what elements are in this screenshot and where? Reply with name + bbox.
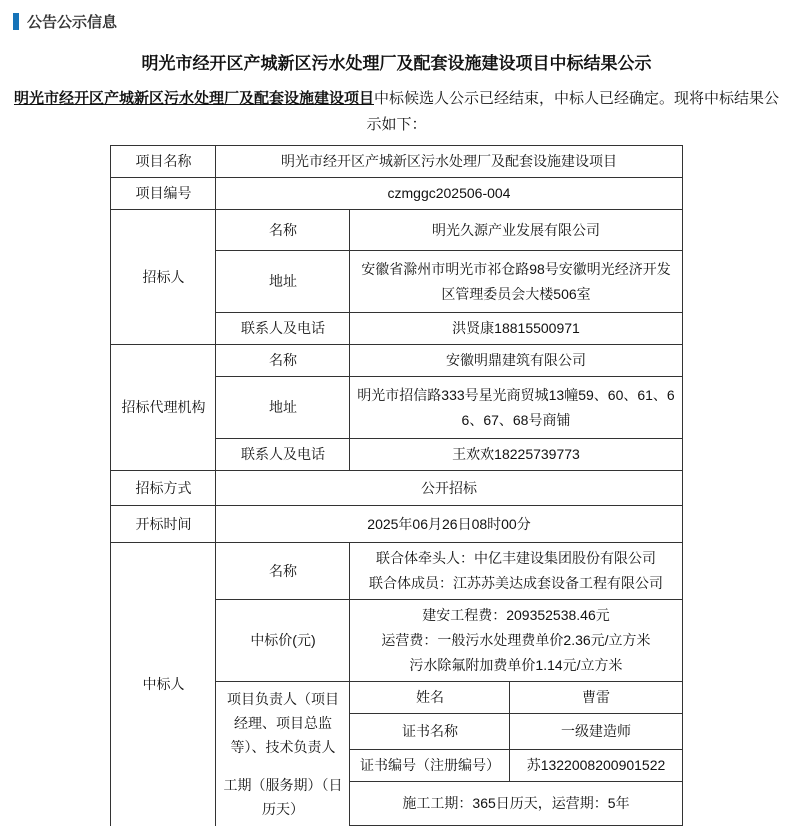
table-row xyxy=(111,345,682,377)
winner-price-line3: 污水除氟附加费单价1.14元/立方米 xyxy=(409,657,623,673)
project-name-value: 明光市经开区产城新区污水处理厂及配套设施建设项目 xyxy=(216,146,682,178)
tenderer-label: 招标人 xyxy=(111,210,216,345)
agency-contact-value: 王欢欢18225739773 xyxy=(350,439,682,471)
winner-name-line1: 联合体牵头人：中亿丰建设集团股份有限公司 xyxy=(376,550,656,566)
tenderer-name-value: 明光久源产业发展有限公司 xyxy=(350,210,682,251)
agency-contact-label: 联系人及电话 xyxy=(216,439,350,471)
period-value: 施工工期：365日历天，运营期：5年 xyxy=(350,782,682,826)
intro-text: 中标候选人公示已经结束，中标人已经确定。现将中标结果公示如下： xyxy=(366,90,780,133)
tenderer-contact-value: 洪贤康18815500971 xyxy=(350,313,682,345)
person-name-label: 姓名 xyxy=(350,682,510,714)
tenderer-address-label: 地址 xyxy=(216,251,350,313)
winner-person-label: 项目负责人（项目经理、项目总监等）、技术负责人 xyxy=(226,690,339,755)
winner-period-label: 工期（服务期）（日历天） xyxy=(223,776,343,817)
person-name-value: 曹雷 xyxy=(510,682,682,714)
agency-label: 招标代理机构 xyxy=(111,345,216,471)
winner-price-value xyxy=(350,600,682,682)
agency-address-label: 地址 xyxy=(216,377,350,439)
project-number-label: 项目编号 xyxy=(111,178,216,210)
tenderer-address-value: 安徽省滁州市明光市祁仓路98号安徽明光经济开发区管理委员会大楼506室 xyxy=(350,251,682,313)
agency-name-label: 名称 xyxy=(216,345,350,377)
project-name-label: 项目名称 xyxy=(111,146,216,178)
intro-project-name: 明光市经开区产城新区污水处理厂及配套设施建设项目 xyxy=(13,90,374,107)
intro-paragraph xyxy=(8,86,785,138)
section-title: 公告公示信息 xyxy=(27,14,118,31)
winner-price-label: 中标价(元) xyxy=(216,600,350,682)
section-accent-bar-icon xyxy=(13,13,19,30)
table-row xyxy=(111,210,682,251)
winner-person-period-label xyxy=(216,682,350,826)
cert-name-label: 证书名称 xyxy=(350,714,510,750)
bid-result-table xyxy=(110,145,682,826)
table-row xyxy=(111,543,682,600)
section-header xyxy=(13,11,793,32)
winner-label: 中标人 xyxy=(111,543,216,826)
method-value: 公开招标 xyxy=(216,471,682,506)
method-label: 招标方式 xyxy=(111,471,216,506)
winner-name-line2: 联合体成员：江苏苏美达成套设备工程有限公司 xyxy=(369,575,663,591)
tenderer-name-label: 名称 xyxy=(216,210,350,251)
table-row xyxy=(111,506,682,543)
project-number-value: czmggc202506-004 xyxy=(216,178,682,210)
winner-price-line2: 运营费：一般污水处理费单价2.36元/立方米 xyxy=(381,632,651,648)
agency-name-value: 安徽明鼎建筑有限公司 xyxy=(350,345,682,377)
winner-name-value xyxy=(350,543,682,600)
table-row xyxy=(111,146,682,178)
table-row xyxy=(111,178,682,210)
tenderer-contact-label: 联系人及电话 xyxy=(216,313,350,345)
winner-name-label: 名称 xyxy=(216,543,350,600)
open-time-value: 2025年06月26日08时00分 xyxy=(216,506,682,543)
page-title: 明光市经开区产城新区污水处理厂及配套设施建设项目中标结果公示 xyxy=(141,54,652,73)
cert-no-label: 证书编号（注册编号） xyxy=(350,750,510,782)
open-time-label: 开标时间 xyxy=(111,506,216,543)
winner-price-line1: 建安工程费：209352538.46元 xyxy=(422,607,610,623)
cert-no-value: 苏1322008200901522 xyxy=(510,750,682,782)
cert-name-value: 一级建造师 xyxy=(510,714,682,750)
agency-address-value: 明光市招信路333号星光商贸城13幢59、60、61、66、67、68号商铺 xyxy=(350,377,682,439)
table-row xyxy=(111,471,682,506)
